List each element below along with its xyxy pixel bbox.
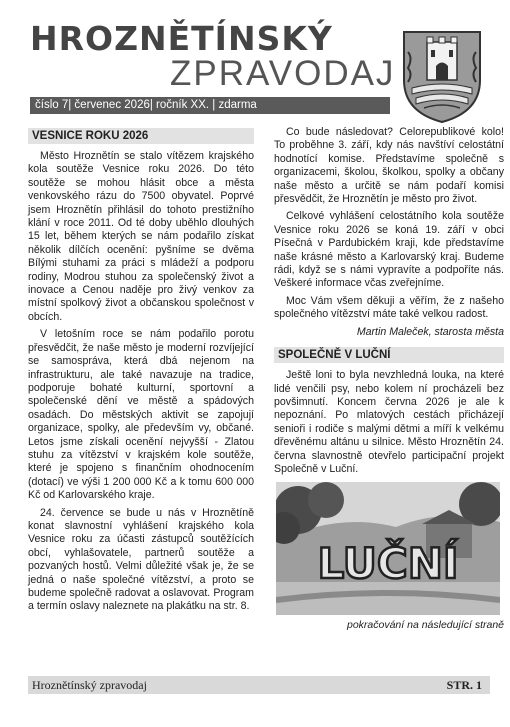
article-paragraph: Celkové vyhlášení celostátního kola soutěže Vesnice roku 2026 se koná 19. září v obci Písečná v Pardubickém kraji, kde představíme naše krásné město a Karlovarský kraj. Budeme rádi, když se s námi vypravíte a podpoříte nás. Veškeré informace včas zveřejníme.	[274, 210, 504, 290]
article-heading: SPOLEČNĚ V LUČNÍ	[274, 347, 504, 363]
park-photo	[276, 482, 500, 615]
article-paragraph: Moc Vám všem děkuji a věřím, že z našeho společného vítězství máte také velkou radost.	[274, 294, 504, 321]
footer-publication-name: Hroznětínský zpravodaj	[32, 678, 147, 692]
article-heading: VESNICE ROKU 2026	[28, 128, 254, 144]
masthead-subtitle: ZPRAVODAJ	[170, 54, 396, 93]
article-paragraph: Ještě loni to byla nevzhledná louka, na které lidé venčili psy, nebo kolem ní procházeli bez povšimnutí. Koncem června 2026 je ale k nepoznání. Po mlatových cestách přicházejí senioři i rodiče s malými dětmi a míří k velkému dřevěnému altánu u silnice. Město Hroznětín 24. června slavnostně otevřelo participační projekt Společně v Luční.	[274, 369, 504, 475]
issue-info-bar: číslo 7| červenec 2026| ročník XX. | zdarma	[30, 97, 390, 114]
author-signature: Martin Maleček, starosta města	[356, 325, 504, 338]
article-paragraph: Město Hroznětín se stalo vítězem krajského kola soutěže Vesnice roku 2026. Do této soutěže se mohou hlásit obce a města venkovského rázu do 7500 obyvatel. Poprvé jsem Hroznětín přihlásil do tohoto prestižního klání v roce 2011. Od té doby uběhlo dlouhých 15 let, během kterých se nám podařilo získat několik dílčích ocenění: pyšníme se dvěma Bílými stuhami za práci s mládeží a podporu rodiny, Modrou stuhou za společenský život a inovace a Cenou naděje pro živý venkov za místní spolkový život a občanskou společnost v obcích.	[28, 150, 254, 323]
article-paragraph: 24. července se bude u nás v Hroznětíně konat slavnostní vyhlášení krajského kola Vesnice roku za účasti zástupců soutěžících obcí, vyhlašovatele, partnerů soutěže a pozvaných hostů. Velmi důležité však je, že se jedná o naše společné vítězství, a proto se budeme společně radovat a oslavovat. Program a termín oslavy naleznete na plakátku na str. 8.	[28, 506, 254, 613]
left-column	[28, 126, 254, 618]
footer-page-number: STR. 1	[446, 678, 482, 692]
article-paragraph: V letošním roce se nám podařilo porotu přesvědčit, že naše město je moderní rozvíjející se samospráva, která dbá nejenom na infrastrukturu, ale také navazuje na tradice, podporuje bohaté kulturní, sportovní a společenské dění ve městě a spádových osadách. Do městských aktivit se zapojují organizace, spolky, ale především vy, občané. Letos jsme získali ocenění nejvyšší - Zlatou stuhu za vítězství v krajském kole soutěže, které je spojeno s finančním ohodnocením (dotací) ve výši 1 200 000 Kč a k tomu 600 000 Kč od Karlovarského kraje.	[28, 328, 254, 502]
masthead-title: HROZNĚTÍNSKÝ	[30, 19, 333, 58]
right-column	[274, 126, 504, 633]
page-footer	[28, 676, 490, 694]
article-paragraph: Co bude následovat? Celorepublikové kolo! To proběhne 3. září, kdy nás navštíví celostátní hodnotící komise. Představíme společně s organizacemi, školou, školkou, spolky a občany naše město a určitě se nám podaří komisi přesvědčit, že Hroznětín je město pro život.	[274, 126, 504, 206]
town-coat-of-arms-icon	[400, 28, 484, 124]
photo-sign-text: LUČNÍ	[317, 539, 459, 589]
continuation-caption: pokračování na následující straně	[346, 619, 504, 632]
